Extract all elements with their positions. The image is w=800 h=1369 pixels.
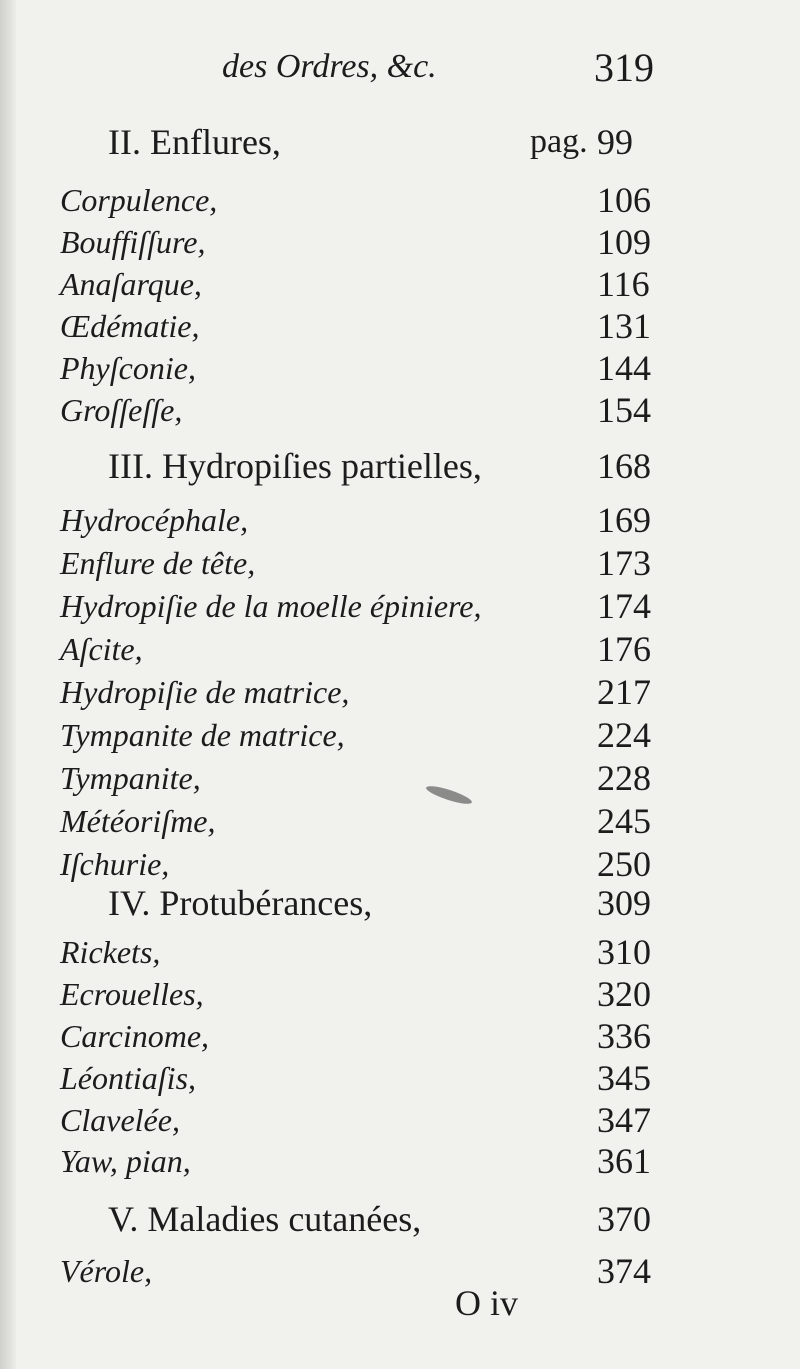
- pag-label: pag.: [530, 123, 588, 160]
- section-heading-page: 99: [597, 122, 633, 162]
- toc-entry-page: 245: [597, 801, 651, 841]
- toc-entry-label: Œdématie,: [60, 308, 200, 344]
- toc-entry: [0, 1141, 800, 1181]
- toc-entry: [0, 672, 800, 712]
- toc-entry-label: Iſchurie,: [60, 846, 170, 882]
- toc-entry: [0, 500, 800, 540]
- section-heading-page: 309: [597, 883, 651, 923]
- signature-mark: O iv: [455, 1283, 518, 1323]
- section-heading-ii: [0, 122, 800, 162]
- toc-entry-page: 250: [597, 844, 651, 884]
- toc-entry-label: Yaw, pian,: [60, 1143, 191, 1179]
- toc-entry-page: 217: [597, 672, 651, 712]
- section-heading-label: III. Hydropiſies partielles,: [108, 446, 482, 486]
- toc-entry-page: 374: [597, 1251, 651, 1291]
- toc-entry-page: 106: [597, 180, 651, 220]
- toc-entry-page: 154: [597, 390, 651, 430]
- toc-entry-label: Météoriſme,: [60, 803, 216, 839]
- toc-entry-label: Clavelée,: [60, 1102, 180, 1138]
- toc-entry-label: Phyſconie,: [60, 350, 196, 386]
- toc-entry-label: Vérole,: [60, 1253, 153, 1289]
- toc-entry: [0, 180, 800, 220]
- toc-entry-page: 228: [597, 758, 651, 798]
- toc-entry-label: Ecrouelles,: [60, 976, 204, 1012]
- toc-entry-label: Carcinome,: [60, 1018, 210, 1054]
- toc-entry: [0, 1100, 800, 1140]
- page-header: [0, 40, 800, 100]
- toc-entry-page: 131: [597, 306, 651, 346]
- toc-entry-page: 173: [597, 543, 651, 583]
- toc-entry: [0, 844, 800, 884]
- toc-entry-label: Aſcite,: [60, 631, 143, 667]
- toc-entry-label: Rickets,: [60, 934, 161, 970]
- section-heading-page: 370: [597, 1199, 651, 1239]
- toc-entry-label: Hydropiſie de matrice,: [60, 674, 350, 710]
- toc-entry-label: Enflure de tête,: [60, 545, 256, 581]
- toc-entry: [0, 390, 800, 430]
- toc-entry-page: 224: [597, 715, 651, 755]
- toc-entry-label: Corpulence,: [60, 182, 218, 218]
- toc-entry-label: Tympanite,: [60, 760, 201, 796]
- toc-entry-page: 174: [597, 586, 651, 626]
- toc-entry: [0, 222, 800, 262]
- toc-entry: [0, 932, 800, 972]
- toc-entry-page: 347: [597, 1100, 651, 1140]
- section-heading-label: V. Maladies cutanées,: [108, 1199, 422, 1239]
- toc-entry-label: Hydropiſie de la moelle épiniere,: [60, 588, 482, 624]
- toc-entry: [0, 348, 800, 388]
- toc-entry-page: 361: [597, 1141, 651, 1181]
- toc-entry: [0, 801, 800, 841]
- toc-entry: [0, 586, 800, 626]
- running-head: des Ordres, &c.: [222, 48, 437, 85]
- toc-entry-label: Anaſarque,: [60, 266, 202, 302]
- toc-entry-page: 310: [597, 932, 651, 972]
- toc-entry: [0, 1251, 800, 1291]
- toc-entry: [0, 715, 800, 755]
- section-heading-iv: [0, 883, 800, 923]
- toc-entry-page: 336: [597, 1016, 651, 1056]
- section-heading-label: IV. Protubérances,: [108, 883, 373, 923]
- toc-entry-label: Léontiaſis,: [60, 1060, 197, 1096]
- section-heading-label: II. Enflures,: [108, 122, 281, 162]
- toc-entry-label: Bouffiſſure,: [60, 224, 206, 260]
- page-number: 319: [594, 45, 654, 90]
- toc-entry: [0, 758, 800, 798]
- toc-entry-page: 176: [597, 629, 651, 669]
- toc-entry-page: 116: [597, 264, 650, 304]
- toc-entry: [0, 1016, 800, 1056]
- toc-entry-label: Groſſeſſe,: [60, 392, 183, 428]
- toc-entry: [0, 974, 800, 1014]
- section-heading-v: [0, 1199, 800, 1239]
- toc-entry-label: Hydrocéphale,: [60, 502, 249, 538]
- section-heading-page: 168: [597, 446, 651, 486]
- toc-entry-page: 345: [597, 1058, 651, 1098]
- toc-entry: [0, 629, 800, 669]
- section-heading-iii: [0, 446, 800, 486]
- toc-entry: [0, 543, 800, 583]
- toc-entry: [0, 306, 800, 346]
- toc-entry-page: 169: [597, 500, 651, 540]
- toc-entry-label: Tympanite de matrice,: [60, 717, 345, 753]
- toc-entry: [0, 1058, 800, 1098]
- toc-entry-page: 109: [597, 222, 651, 262]
- toc-entry: [0, 264, 800, 304]
- toc-entry-page: 320: [597, 974, 651, 1014]
- toc-entry-page: 144: [597, 348, 651, 388]
